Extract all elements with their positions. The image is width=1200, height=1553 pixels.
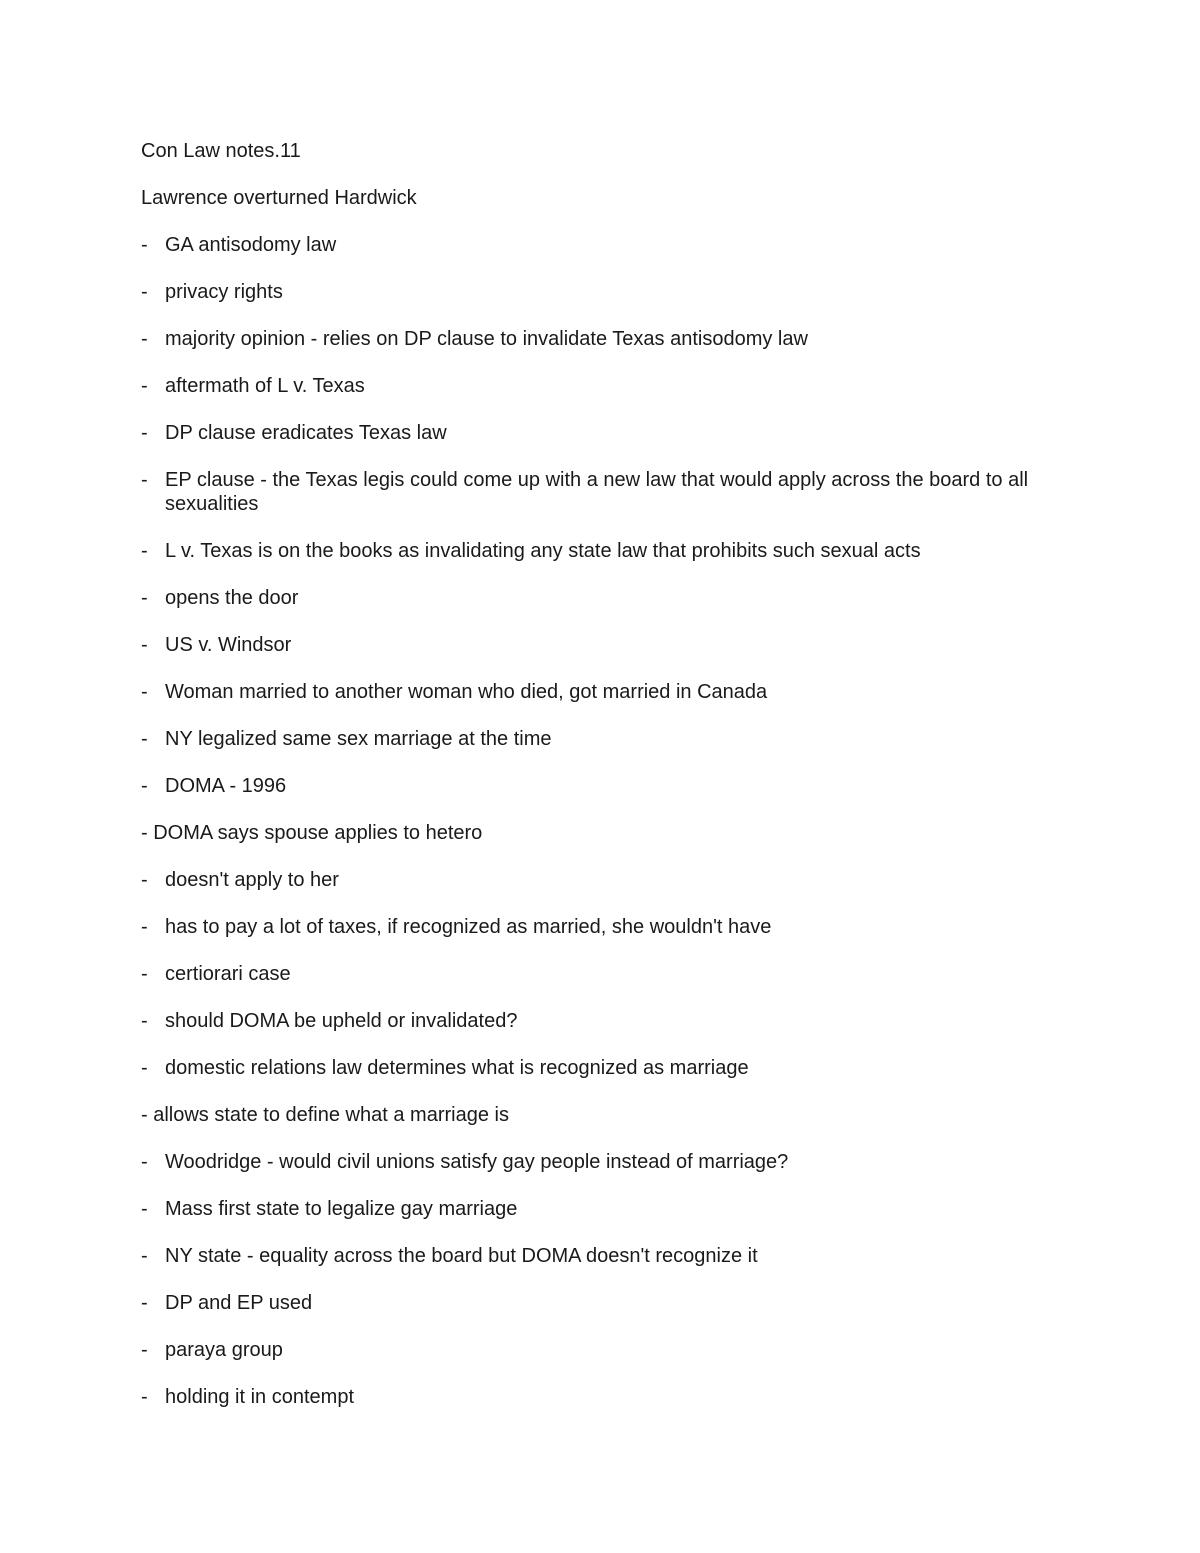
list-item [141,327,1071,351]
list-item [141,280,1071,304]
dash-bullet: - [141,681,148,703]
dash-bullet: - [141,634,148,656]
list-item-text: EP clause - the Texas legis could come up with a new law that would apply across the board to all sexualities [165,469,1029,515]
list-item [141,821,1071,845]
list-item-text: should DOMA be upheld or invalidated? [165,1010,518,1032]
list-item-text: L v. Texas is on the books as invalidating any state law that prohibits such sexual acts [165,540,921,562]
dash-bullet: - [141,728,148,750]
list-item-text: GA antisodomy law [165,234,337,256]
list-item [141,680,1071,704]
list-item [141,1385,1071,1409]
dash-bullet: - [141,375,148,397]
list-item-text: Mass first state to legalize gay marriage [165,1198,518,1220]
dash-bullet: - [141,869,148,891]
list-item-text: has to pay a lot of taxes, if recognized as married, she wouldn't have [165,916,772,938]
dash-bullet: - [141,469,148,491]
list-item-text: opens the door [165,587,299,609]
dash-bullet: - [141,1010,148,1032]
dash-bullet: - [141,1386,148,1408]
list-item [141,1103,1071,1127]
dash-bullet: - [141,540,148,562]
list-item-text: domestic relations law determines what is recognized as marriage [165,1057,749,1079]
list-item-text: holding it in contempt [165,1386,355,1408]
list-item-text: NY legalized same sex marriage at the time [165,728,552,750]
list-item-text: Woman married to another woman who died, got married in Canada [165,681,768,703]
dash-bullet: - [141,422,148,444]
list-item [141,539,1071,563]
list-item [141,1244,1071,1268]
list-item-text: aftermath of L v. Texas [165,375,365,397]
dash-bullet: - [141,281,148,303]
list-item [141,915,1071,939]
list-item-text: paraya group [165,1339,283,1361]
list-item [141,1338,1071,1362]
list-item [141,586,1071,610]
list-item [141,1197,1071,1221]
list-item-text: majority opinion - relies on DP clause to invalidate Texas antisodomy law [165,328,808,350]
notes-content [141,139,1071,1432]
dash-bullet: - [141,1245,148,1267]
list-item-text: DOMA - 1996 [165,775,287,797]
list-item [141,868,1071,892]
document-subtitle: Lawrence overturned Hardwick [141,187,417,209]
dash-bullet: - [141,234,148,256]
dash-bullet: - [141,328,148,350]
list-item-text: privacy rights [165,281,283,303]
list-item-text: - allows state to define what a marriage is [141,1104,509,1126]
list-item-text: US v. Windsor [165,634,292,656]
list-item [141,1056,1071,1080]
list-item [141,421,1071,445]
list-item-text: DP and EP used [165,1292,313,1314]
notes-list [141,233,1071,1409]
list-item [141,1009,1071,1033]
document-title: Con Law notes.11 [141,140,301,162]
dash-bullet: - [141,1292,148,1314]
list-item [141,468,1071,516]
list-item-text: doesn't apply to her [165,869,339,891]
list-item-text: Woodridge - would civil unions satisfy gay people instead of marriage? [165,1151,789,1173]
list-item-text: - DOMA says spouse applies to hetero [141,822,483,844]
dash-bullet: - [141,1198,148,1220]
list-item-text: certiorari case [165,963,291,985]
list-item [141,727,1071,751]
dash-bullet: - [141,1339,148,1361]
list-item [141,962,1071,986]
list-item [141,1291,1071,1315]
dash-bullet: - [141,587,148,609]
list-item-text: DP clause eradicates Texas law [165,422,447,444]
list-item [141,1150,1071,1174]
dash-bullet: - [141,916,148,938]
list-item-text: NY state - equality across the board but DOMA doesn't recognize it [165,1245,758,1267]
list-item [141,374,1071,398]
list-item [141,774,1071,798]
list-item [141,233,1071,257]
dash-bullet: - [141,1151,148,1173]
dash-bullet: - [141,963,148,985]
dash-bullet: - [141,775,148,797]
dash-bullet: - [141,1057,148,1079]
list-item [141,633,1071,657]
